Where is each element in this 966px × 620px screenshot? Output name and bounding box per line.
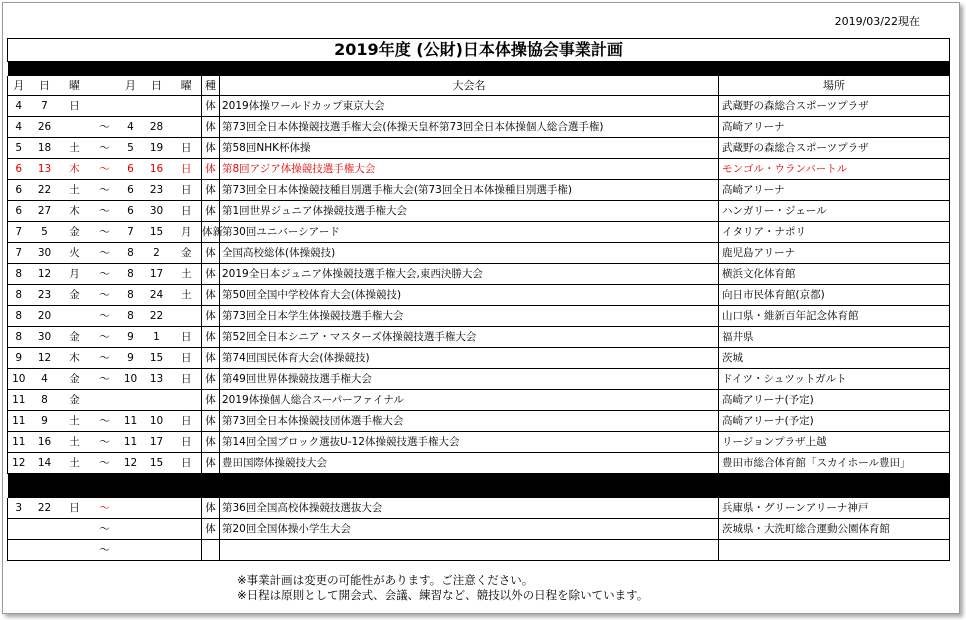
table-row xyxy=(8,285,950,306)
event-name: 第73回全日本体操競技選手権大会(体操天皇杯第73回全日本体操個人総合選手権) xyxy=(220,117,719,138)
end-day xyxy=(142,540,172,561)
start-day: 22 xyxy=(30,180,60,201)
start-day: 16 xyxy=(30,432,60,453)
header-weekday-start: 曜 xyxy=(60,76,90,96)
end-weekday: 金 xyxy=(172,243,202,264)
event-venue: 鹿児島アリーナ xyxy=(719,243,950,264)
start-weekday: 月 xyxy=(60,264,90,285)
page-title: 2019年度 (公財)日本体操協会事業計画 xyxy=(8,39,950,62)
range-tilde: ～ xyxy=(90,243,120,264)
start-month: 11 xyxy=(8,411,30,432)
header-event: 大会名 xyxy=(220,76,719,96)
event-venue: 武蔵野の森総合スポーツプラザ xyxy=(719,96,950,117)
range-tilde: ～ xyxy=(90,222,120,243)
event-name: 第8回アジア体操競技選手権大会 xyxy=(220,159,719,180)
start-weekday: 日 xyxy=(60,96,90,117)
event-type: 体 xyxy=(202,519,220,540)
start-month: 8 xyxy=(8,327,30,348)
end-day: 19 xyxy=(142,138,172,159)
range-tilde xyxy=(90,96,120,117)
start-month: 5 xyxy=(8,138,30,159)
start-month: 7 xyxy=(8,222,30,243)
range-tilde: ～ xyxy=(90,519,120,540)
range-tilde: ～ xyxy=(90,201,120,222)
table-row xyxy=(8,369,950,390)
start-weekday: 金 xyxy=(60,285,90,306)
range-tilde: ～ xyxy=(90,498,120,519)
start-weekday: 土 xyxy=(60,138,90,159)
start-day xyxy=(30,540,60,561)
start-weekday xyxy=(60,306,90,327)
start-weekday xyxy=(60,540,90,561)
start-day: 22 xyxy=(30,498,60,519)
event-name: 第58回NHK杯体操 xyxy=(220,138,719,159)
end-day xyxy=(142,498,172,519)
event-venue xyxy=(719,540,950,561)
end-month xyxy=(120,498,142,519)
start-month: 8 xyxy=(8,264,30,285)
header-weekday-end: 曜 xyxy=(172,76,202,96)
start-day: 20 xyxy=(30,306,60,327)
event-name: 第49回世界体操競技選手権大会 xyxy=(220,369,719,390)
event-type: 体 xyxy=(202,159,220,180)
event-type: 体 xyxy=(202,96,220,117)
table-row xyxy=(8,159,950,180)
end-weekday: 日 xyxy=(172,369,202,390)
end-weekday: 日 xyxy=(172,201,202,222)
header-month-start: 月 xyxy=(8,76,30,96)
end-month: 5 xyxy=(120,138,142,159)
event-name: 全国高校総体(体操競技) xyxy=(220,243,719,264)
black-bar xyxy=(8,62,950,77)
end-weekday: 日 xyxy=(172,159,202,180)
start-month: 8 xyxy=(8,306,30,327)
event-type: 体 xyxy=(202,432,220,453)
end-month: 9 xyxy=(120,327,142,348)
event-name: 2019全日本ジュニア体操競技選手権大会,東西決勝大会 xyxy=(220,264,719,285)
table-row xyxy=(8,243,950,264)
end-month xyxy=(120,540,142,561)
end-weekday: 日 xyxy=(172,138,202,159)
table-row xyxy=(8,519,950,540)
start-weekday: 火 xyxy=(60,243,90,264)
event-venue: 高崎アリーナ xyxy=(719,117,950,138)
start-month: 11 xyxy=(8,390,30,411)
end-weekday xyxy=(172,519,202,540)
event-name xyxy=(220,540,719,561)
range-tilde: ～ xyxy=(90,117,120,138)
event-name: 第14回全国ブロック選抜U-12体操競技選手権大会 xyxy=(220,432,719,453)
end-weekday: 日 xyxy=(172,432,202,453)
event-type: 体 xyxy=(202,348,220,369)
event-venue: 向日市民体育館(京都) xyxy=(719,285,950,306)
end-month: 9 xyxy=(120,348,142,369)
end-weekday xyxy=(172,390,202,411)
start-day: 30 xyxy=(30,327,60,348)
start-day: 18 xyxy=(30,138,60,159)
end-weekday: 日 xyxy=(172,348,202,369)
end-day xyxy=(142,96,172,117)
end-month: 7 xyxy=(120,222,142,243)
table-row xyxy=(8,96,950,117)
section-divider xyxy=(8,474,950,499)
event-venue: 茨城 xyxy=(719,348,950,369)
event-name: 第1回世界ジュニア体操競技選手権大会 xyxy=(220,201,719,222)
end-day: 17 xyxy=(142,432,172,453)
start-month: 4 xyxy=(8,117,30,138)
end-month: 8 xyxy=(120,306,142,327)
event-venue: リージョンプラザ上越 xyxy=(719,432,950,453)
end-day: 16 xyxy=(142,159,172,180)
event-type: 体新 xyxy=(202,222,220,243)
notes xyxy=(237,573,648,603)
header-day-end: 日 xyxy=(142,76,172,96)
table-row xyxy=(8,432,950,453)
range-tilde: ～ xyxy=(90,264,120,285)
event-venue: 高崎アリーナ(予定) xyxy=(719,411,950,432)
start-weekday: 金 xyxy=(60,222,90,243)
start-day: 4 xyxy=(30,369,60,390)
start-month: 7 xyxy=(8,243,30,264)
end-day: 28 xyxy=(142,117,172,138)
end-month: 10 xyxy=(120,369,142,390)
range-tilde: ～ xyxy=(90,285,120,306)
range-tilde: ～ xyxy=(90,180,120,201)
range-tilde: ～ xyxy=(90,327,120,348)
end-month: 11 xyxy=(120,432,142,453)
end-month: 4 xyxy=(120,117,142,138)
start-month: 4 xyxy=(8,96,30,117)
event-venue: モンゴル・ウランバートル xyxy=(719,159,950,180)
header-row xyxy=(8,76,950,96)
start-month: 8 xyxy=(8,285,30,306)
end-month: 8 xyxy=(120,285,142,306)
table-row xyxy=(8,348,950,369)
end-day: 23 xyxy=(142,180,172,201)
table-row xyxy=(8,201,950,222)
header-month-end: 月 xyxy=(120,76,142,96)
start-day: 7 xyxy=(30,96,60,117)
range-tilde: ～ xyxy=(90,453,120,474)
end-day: 13 xyxy=(142,369,172,390)
start-month: 6 xyxy=(8,201,30,222)
table-row xyxy=(8,264,950,285)
start-day: 12 xyxy=(30,348,60,369)
event-type: 体 xyxy=(202,264,220,285)
event-type: 体 xyxy=(202,243,220,264)
table-row xyxy=(8,453,950,474)
start-month: 3 xyxy=(8,498,30,519)
note-line: ※事業計画は変更の可能性があります。ご注意ください。 xyxy=(237,573,534,587)
end-day: 1 xyxy=(142,327,172,348)
event-type: 体 xyxy=(202,327,220,348)
start-weekday: 土 xyxy=(60,432,90,453)
end-weekday: 日 xyxy=(172,411,202,432)
range-tilde: ～ xyxy=(90,411,120,432)
event-venue: 高崎アリーナ xyxy=(719,180,950,201)
start-month: 12 xyxy=(8,453,30,474)
end-day: 17 xyxy=(142,264,172,285)
event-venue: 福井県 xyxy=(719,327,950,348)
end-weekday: 土 xyxy=(172,264,202,285)
range-tilde xyxy=(90,390,120,411)
end-month: 12 xyxy=(120,453,142,474)
start-weekday: 土 xyxy=(60,180,90,201)
end-month xyxy=(120,519,142,540)
event-venue: 山口県・維新百年記念体育館 xyxy=(719,306,950,327)
range-tilde: ～ xyxy=(90,159,120,180)
end-day: 24 xyxy=(142,285,172,306)
table-row xyxy=(8,117,950,138)
header-venue: 場所 xyxy=(719,76,950,96)
event-name: 第52回全日本シニア・マスターズ体操競技選手権大会 xyxy=(220,327,719,348)
table-row xyxy=(8,180,950,201)
end-day: 15 xyxy=(142,348,172,369)
start-weekday: 金 xyxy=(60,390,90,411)
start-month: 11 xyxy=(8,432,30,453)
header-type: 種 xyxy=(202,76,220,96)
event-name: 第36回全国高校体操競技選抜大会 xyxy=(220,498,719,519)
end-day: 2 xyxy=(142,243,172,264)
event-venue: 高崎アリーナ(予定) xyxy=(719,390,950,411)
start-weekday: 木 xyxy=(60,201,90,222)
start-weekday xyxy=(60,519,90,540)
table-row xyxy=(8,138,950,159)
end-month: 11 xyxy=(120,411,142,432)
start-weekday: 木 xyxy=(60,159,90,180)
event-name: 第30回ユニバーシアード xyxy=(220,222,719,243)
header-day-start: 日 xyxy=(30,76,60,96)
end-day xyxy=(142,390,172,411)
event-type: 体 xyxy=(202,201,220,222)
event-type: 体 xyxy=(202,390,220,411)
end-day: 22 xyxy=(142,306,172,327)
event-venue: イタリア・ナポリ xyxy=(719,222,950,243)
end-month xyxy=(120,390,142,411)
start-day: 5 xyxy=(30,222,60,243)
note-line: ※日程は原則として開会式、会議、練習など、競技以外の日程を除いています。 xyxy=(237,588,649,602)
event-type xyxy=(202,540,220,561)
start-weekday: 土 xyxy=(60,411,90,432)
range-tilde: ～ xyxy=(90,369,120,390)
table-row xyxy=(8,498,950,519)
end-month: 6 xyxy=(120,180,142,201)
table-row xyxy=(8,390,950,411)
end-day: 15 xyxy=(142,222,172,243)
event-venue: 茨城県・大洗町総合運動公園体育館 xyxy=(719,519,950,540)
start-day: 27 xyxy=(30,201,60,222)
event-type: 体 xyxy=(202,138,220,159)
table-row xyxy=(8,327,950,348)
range-tilde: ～ xyxy=(90,138,120,159)
start-month: 10 xyxy=(8,369,30,390)
event-name: 第73回全日本体操競技団体選手権大会 xyxy=(220,411,719,432)
table-row xyxy=(8,306,950,327)
end-day: 30 xyxy=(142,201,172,222)
end-day: 10 xyxy=(142,411,172,432)
event-name: 2019体操ワールドカップ東京大会 xyxy=(220,96,719,117)
start-day: 8 xyxy=(30,390,60,411)
event-type: 体 xyxy=(202,306,220,327)
event-name: 第74回国民体育大会(体操競技) xyxy=(220,348,719,369)
start-weekday: 金 xyxy=(60,327,90,348)
event-venue: ドイツ・シュツットガルト xyxy=(719,369,950,390)
event-name: 第73回全日本体操競技種目別選手権大会(第73回全日本体操種目別選手権) xyxy=(220,180,719,201)
start-month: 6 xyxy=(8,159,30,180)
range-tilde: ～ xyxy=(90,540,120,561)
event-venue: 横浜文化体育館 xyxy=(719,264,950,285)
event-type: 体 xyxy=(202,180,220,201)
start-day: 30 xyxy=(30,243,60,264)
end-weekday: 日 xyxy=(172,180,202,201)
event-type: 体 xyxy=(202,453,220,474)
date-stamp: 2019/03/22現在 xyxy=(834,15,920,28)
range-tilde: ～ xyxy=(90,432,120,453)
end-month xyxy=(120,96,142,117)
end-day xyxy=(142,519,172,540)
start-day: 26 xyxy=(30,117,60,138)
end-weekday xyxy=(172,306,202,327)
table-row xyxy=(8,411,950,432)
start-day: 9 xyxy=(30,411,60,432)
start-weekday: 土 xyxy=(60,453,90,474)
start-weekday: 金 xyxy=(60,369,90,390)
start-weekday xyxy=(60,117,90,138)
end-weekday: 日 xyxy=(172,327,202,348)
event-name: 2019体操個人総合スーパーファイナル xyxy=(220,390,719,411)
start-weekday: 木 xyxy=(60,348,90,369)
start-month xyxy=(8,519,30,540)
end-month: 6 xyxy=(120,159,142,180)
end-weekday: 土 xyxy=(172,285,202,306)
end-weekday: 日 xyxy=(172,453,202,474)
start-day: 23 xyxy=(30,285,60,306)
event-name: 第50回全国中学校体育大会(体操競技) xyxy=(220,285,719,306)
start-day: 12 xyxy=(30,264,60,285)
event-type: 体 xyxy=(202,285,220,306)
start-month: 6 xyxy=(8,180,30,201)
table-row xyxy=(8,222,950,243)
event-venue: ハンガリー・ジェール xyxy=(719,201,950,222)
end-weekday xyxy=(172,540,202,561)
end-day: 15 xyxy=(142,453,172,474)
start-weekday: 日 xyxy=(60,498,90,519)
start-day: 14 xyxy=(30,453,60,474)
event-name: 豊田国際体操競技大会 xyxy=(220,453,719,474)
event-venue: 武蔵野の森総合スポーツプラザ xyxy=(719,138,950,159)
end-weekday xyxy=(172,498,202,519)
event-type: 体 xyxy=(202,117,220,138)
event-type: 体 xyxy=(202,498,220,519)
range-tilde: ～ xyxy=(90,306,120,327)
start-day xyxy=(30,519,60,540)
event-name: 第73回全日本学生体操競技選手権大会 xyxy=(220,306,719,327)
event-type: 体 xyxy=(202,369,220,390)
event-name: 第20回全国体操小学生大会 xyxy=(220,519,719,540)
end-month: 8 xyxy=(120,264,142,285)
start-month: 9 xyxy=(8,348,30,369)
end-weekday: 月 xyxy=(172,222,202,243)
schedule-table xyxy=(7,38,950,561)
end-month: 8 xyxy=(120,243,142,264)
start-month xyxy=(8,540,30,561)
start-day: 13 xyxy=(30,159,60,180)
event-type: 体 xyxy=(202,411,220,432)
end-month: 6 xyxy=(120,201,142,222)
event-venue: 兵庫県・グリーンアリーナ神戸 xyxy=(719,498,950,519)
table-row xyxy=(8,540,950,561)
range-tilde: ～ xyxy=(90,348,120,369)
end-weekday xyxy=(172,117,202,138)
end-weekday xyxy=(172,96,202,117)
event-venue: 豊田市総合体育館「スカイホール豊田」 xyxy=(719,453,950,474)
